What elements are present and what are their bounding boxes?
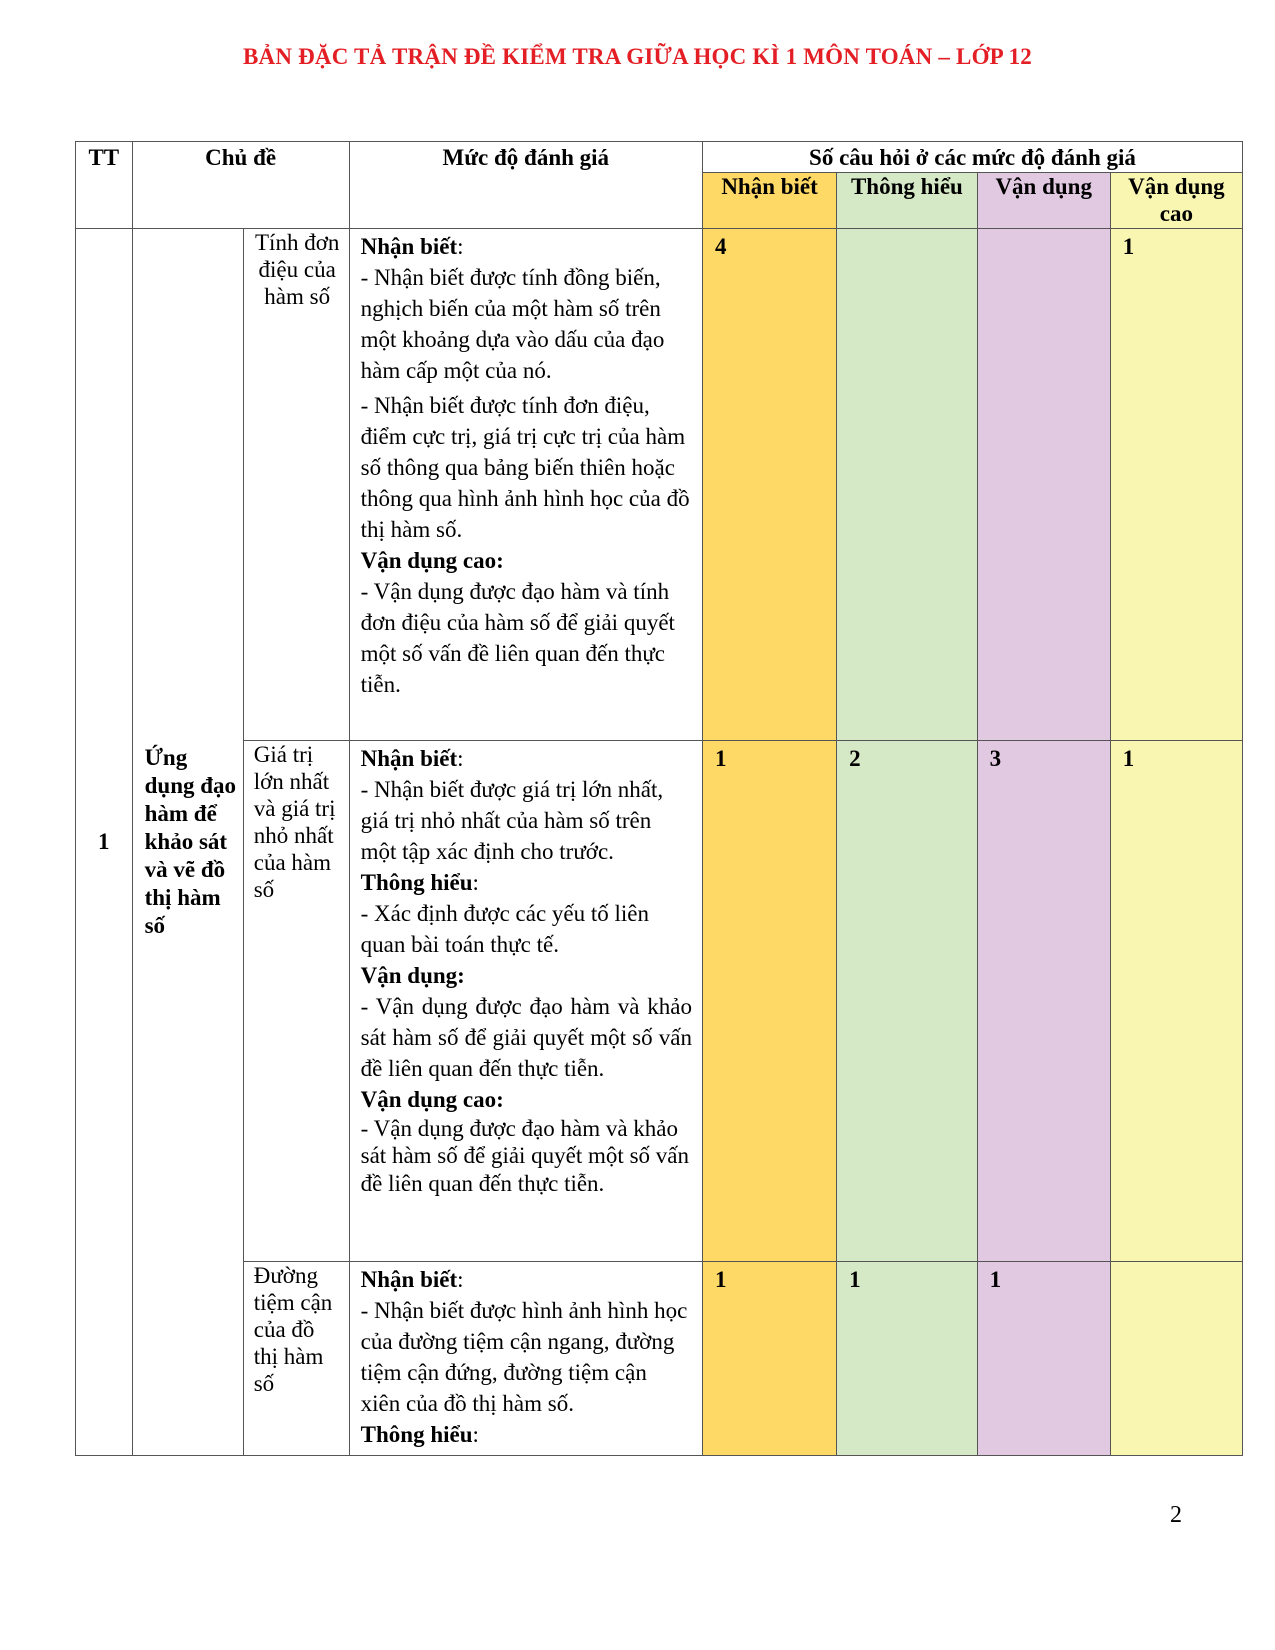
description-cell: Nhận biết: - Nhận biết được giá trị lớn nhất, giá trị nhỏ nhất của hàm số trên một tập xác định cho trước. Thông hiểu: - Xác định được các yếu tố liên quan bài toán thực tế. Vận dụng: - Vận dụng được đạo hàm và khảo sát hàm số để giải quyết một số vấn đề liên quan đến thực tiễn. Vận dụng cao: - Vận dụng được đạo hàm và khảo sát hàm số để giải quyết một số vấn đề liên quan đến thực tiễn. [349, 740, 702, 1261]
level-label: Thông hiểu [360, 1422, 473, 1448]
level-label: Nhận biết [360, 745, 458, 771]
criterion-text: - Xác định được các yếu tố liên quan bài toán thực tế. [360, 901, 650, 958]
header-tt: TT [76, 142, 133, 229]
count-understand: 1 [837, 1261, 977, 1455]
count-high-apply [1110, 1261, 1242, 1455]
section-number: 1 [76, 228, 133, 1455]
level-label: Vận dụng cao: [360, 548, 504, 574]
level-label: Vận dụng cao: [360, 1087, 504, 1113]
subtopic-cell: Giá trị lớn nhất và giá trị nhỏ nhất của hàm số [243, 740, 349, 1261]
specification-table [75, 141, 1243, 1456]
criterion-text: - Vận dụng được đạo hàm và tính đơn điệu của hàm số để giải quyết một số vấn đề liên quan đến thực tiễn. [360, 579, 675, 698]
header-recognize: Nhận biết [702, 172, 836, 228]
document-title: BẢN ĐẶC TẢ TRẬN ĐỀ KIỂM TRA GIỮA HỌC KÌ 1 MÔN TOÁN – LỚP 12 [242, 44, 1032, 69]
page-number: 2 [1170, 1502, 1182, 1528]
description-cell: Nhận biết: - Nhận biết được tính đồng biến, nghịch biến của một hàm số trên một khoảng dựa vào dấu của đạo hàm cấp một của nó. - Nhận biết được tính đơn điệu, điểm cực trị, giá trị cực trị của hàm số thông qua bảng biến thiên hoặc thông qua hình ảnh hình học của đồ thị hàm số. Vận dụng cao: - Vận dụng được đạo hàm và tính đơn điệu của hàm số để giải quyết một số vấn đề liên quan đến thực tiễn. [349, 228, 702, 740]
count-recognize: 1 [702, 740, 836, 1261]
criterion-text: - Nhận biết được giá trị lớn nhất, giá trị nhỏ nhất của hàm số trên một tập xác định cho trước. [360, 776, 664, 864]
section-topic: Ứng dụng đạo hàm để khảo sát và vẽ đồ thị hàm số [132, 228, 243, 1455]
level-label: Nhận biết [360, 1266, 458, 1292]
header-question-count-group: Số câu hỏi ở các mức độ đánh giá [702, 142, 1242, 173]
header-understand: Thông hiểu [837, 172, 977, 228]
subtopic-cell: Tính đơn điệu của hàm số [243, 228, 349, 740]
count-apply: 3 [977, 740, 1110, 1261]
criterion-text: - Nhận biết được tính đơn điệu, điểm cực trị, giá trị cực trị của hàm số thông qua bảng biến thiên hoặc thông qua hình ảnh hình học của đồ thị hàm số. [360, 393, 690, 543]
count-understand: 2 [837, 740, 977, 1261]
criterion-text: - Nhận biết được tính đồng biến, nghịch biến của một hàm số trên một khoảng dựa vào dấu của đạo hàm cấp một của nó. [360, 264, 665, 383]
count-high-apply: 1 [1110, 228, 1242, 740]
header-apply: Vận dụng [977, 172, 1110, 228]
header-topic: Chủ đề [132, 142, 349, 229]
criterion-text: - Vận dụng được đạo hàm và khảo sát hàm số để giải quyết một số vấn đề liên quan đến thực tiễn. [360, 994, 692, 1082]
criterion-text: - Vận dụng được đạo hàm và khảo sát hàm số để giải quyết một số vấn đề liên quan đến thực tiễn. [360, 1116, 689, 1196]
level-label: Vận dụng: [360, 963, 465, 989]
header-assessment-level: Mức độ đánh giá [349, 142, 702, 229]
count-high-apply: 1 [1110, 740, 1242, 1261]
table-row [76, 228, 1243, 740]
level-label: Thông hiểu [360, 869, 473, 895]
count-understand [837, 228, 977, 740]
count-apply [977, 228, 1110, 740]
count-recognize: 1 [702, 1261, 836, 1455]
subtopic-cell: Đường tiệm cận của đồ thị hàm số [243, 1261, 349, 1455]
criterion-text: - Nhận biết được hình ảnh hình học của đường tiệm cận ngang, đường tiệm cận đứng, đường tiệm cận xiên của đồ thị hàm số. [360, 1297, 688, 1416]
count-recognize: 4 [702, 228, 836, 740]
count-apply: 1 [977, 1261, 1110, 1455]
table-row [76, 740, 1243, 1261]
level-label: Nhận biết [360, 233, 458, 259]
description-cell: Nhận biết: - Nhận biết được hình ảnh hình học của đường tiệm cận ngang, đường tiệm cận đứng, đường tiệm cận xiên của đồ thị hàm số. Thông hiểu: [349, 1261, 702, 1455]
table-row [76, 1261, 1243, 1455]
header-high-apply: Vận dụng cao [1110, 172, 1242, 228]
